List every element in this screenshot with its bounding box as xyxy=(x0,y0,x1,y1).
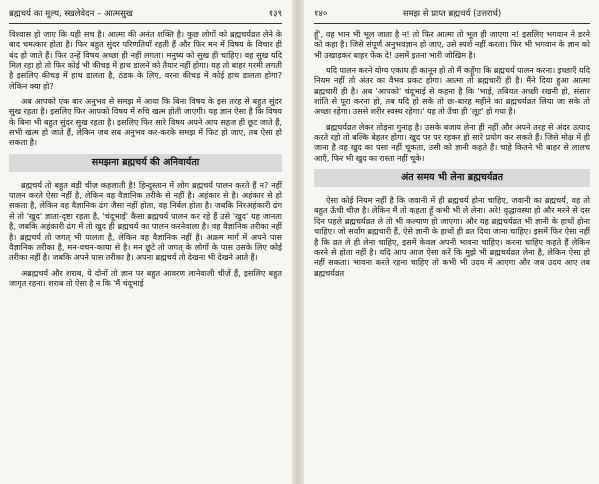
paragraph: अब्रह्मचर्य और शराब, ये दोनों तो ज्ञान पर बहुत आवरण लानेवाली चीज़ें हैं, इसलिए बहुत जागृत रहना। शराब तो ऐसा है न कि 'मैं चंदूभाई xyxy=(9,267,282,288)
right-page xyxy=(304,0,599,484)
header-rule xyxy=(9,23,282,24)
paragraph: हूँ', वह भान भी भूल जाता है न! तो फिर आत्मा तो भूल ही जाएगा न! इसलिए भगवान ने डरने को कहा है। जिसे संपूर्ण अनुभवज्ञान हो जाए, उसे स्पर्श नहीं करता। फिर भी भगवान के ज्ञान को भी उखाड़कर बाहर फेंक दे! उसमें इतना भारी जोखिम है। xyxy=(314,29,590,60)
right-page-header xyxy=(314,8,590,21)
page-number: १३९ xyxy=(268,9,282,19)
left-page-header xyxy=(9,8,282,21)
paragraph: यदि पालन करने योग्य एकाध ही कानून हो तो मैं कहूँगा कि ब्रह्मचर्य पालन करना। इच्छाएँ यदि नियम नहीं तो अंतर का वैभव प्रकट होगा। आत्मा तो ब्रह्मचारी ही है। मैंने दिया हुआ आत्मा ब्रह्मचारी ही है। अब 'आपको' चंदूभाई से कहना है कि 'भाई, तबियत अच्छी रखनी हो, संसार शांति से पूरा करना हो, तब यदि हो सके तो छः-बारह महीने का ब्रह्मचर्यव्रत लिया जा सके तो अच्छा रहेगा। उससे शरीर स्वस्थ रहेगा।' यह तो उँचा ही 'लूट' हो गया है। xyxy=(314,65,590,117)
running-title: समझ से प्राप्त ब्रह्मचर्य (उत्तरार्ध) xyxy=(402,9,502,19)
paragraph: ब्रह्मचर्य तो बहुत बड़ी चीज़ कहलाती है! हिन्दुस्तान में लोग ब्रह्मचर्य पालन करते हैं न? नहीं पालन करते ऐसा नहीं है, लेकिन वह वैज्ञानिक तरीके से नहीं है। अहंकार से है। अहंकार से हो सकता है, लेकिन वह वैज्ञानिक ढंग जैसा नहीं होता, वह निर्बल होता है। जबकि निरअहंकारी ढंग से तो 'खुद' ज्ञाता-दृष्टा रहता है, 'चंदूभाई' कैसा ब्रह्मचर्य पालन कर रहे हैं उसे 'खुद' यह जानता है, जबकि अहंकारी ढंग में तो खुद ही ब्रह्मचर्य का पालन करनेवाला है। वह वैज्ञानिक तरीका नहीं है। ब्रह्मचर्य तो जगत् भी पालता है, लेकिन वह वैज्ञानिक नहीं है। अक्रम मार्ग में अपने पास वैज्ञानिक तरीका है, मन-वचन-काया से है। मन छूटे तो जगत् के लोगों के पास उसके लिए कोई तरीका नहीं है। जबकि अपने पास तरीका है। अपना ब्रह्मचर्य तो देखना भी देखने आते हैं। xyxy=(9,179,282,263)
section-heading: अंत समय भी लेना ब्रह्मचर्यव्रत xyxy=(314,169,590,187)
paragraph: ऐसा कोई नियम नहीं है कि जवानी में ही ब्रह्मचर्य होना चाहिए, जवानी का ब्रह्मचर्य, वह तो बहुत ऊँची चीज़ है। लेकिन मैं तो कहता हूँ कभी भी ले लेना। अरे! वृद्धावस्था हो और मरने से दस दिन पहले ब्रह्मचर्यव्रत ले तो भी कल्याण हो जाएगा। और यह ब्रह्मचर्यव्रत भी ज्ञानी के हाथों होना चाहिए। जो सर्वांग ब्रह्मचारी हैं, ऐसे ज्ञानी के हाथों ही व्रत दिया जाना चाहिए। इसमें फिर ऐसा नहीं है कि व्रत ले ही लेना चाहिए, इसमें केवल अपनी भावना चाहिए। करना चाहिए कहते हैं लेकिन करने से होता नहीं है। यदि आप आज ऐसा करें कि मुझे भी ब्रह्मचर्यव्रत लेना है, लेकिन ऐसा हो नहीं सकता। भावना करते रहना चाहिए तो कभी भी उदय में आएगा और जब उदय आए तब ब्रह्मचर्यव्रत xyxy=(314,195,590,278)
paragraph: ब्रह्मचर्यव्रत लेकर तोड़ना गुनाह है। उसके बजाय लेना ही नहीं और अपने तरह से अंदर उत्पाद करते रहो तो बल्कि बेहतर होगा। खुद पर पर रहकर हो सारे प्रयोग कर सकते हैं। जिसे मोक्ष में ही जाना है वह खुद का पसा नहीं चूकता, उसी को ज्ञानी कहते हैं। चाहे कितने भी बाहर से लालच आएँ, फिर भी खुद का रास्ता नहीं चूके। xyxy=(314,121,590,163)
left-page xyxy=(0,0,292,484)
section-heading: समझना ब्रह्मचर्य की अनिवार्यता xyxy=(9,154,282,172)
paragraph: विश्वास हो जाए कि यही सच है। आत्मा की अनंत शक्ति है। कुछ लोगों को ब्रह्मचर्यव्रत लेने के बाद चमत्कार होता है। फिर बहुत सुंदर परिणतियाँ रहती हैं और फिर मन में विषय के विचार ही बंद हो जाते हैं। फिर उन्हें विषय अच्छा ही नहीं लगता। मनुष्य को सुख ही चाहिए। वह सुख यदि मिल रहा हो तो फिर कोई भी कीचड़ में हाथ डालने को तैयार नहीं होगा। यह तो बाहर गरमी लगती है इसलिए कीचड़ में हाथ डालता है, ठंडक के लिए, वरना कीचड़ में कोई हाथ डालता होगा? लेकिन क्या हो? xyxy=(9,29,282,91)
book-gutter xyxy=(292,0,304,484)
header-rule xyxy=(314,23,590,24)
page-number: १४० xyxy=(314,9,328,19)
running-title: ब्रह्मचर्य का मूल्य, स्खलेवेदन – आत्मसुख xyxy=(9,9,133,19)
paragraph: अब आपको एक बार अनुभव से समझ में आया कि बिना विषय के इस तरह से बहुत सुंदर सुख रहता है। इसलिए फिर आपको विषय में रुचि खत्म होती जाएगी। यह ज्ञान ऐसा है कि विषय के बिना भी बहुत सुंदर सुख रहता है। इसलिए फिर सारे विषय अपने आप सहज ही छूट जाते हैं, सभी खत्म हो जाते हैं, लेकिन जब सब अनुभव कर-करके समझ में फिट हो जाए, तब ऐसा हो सकता है। xyxy=(9,96,282,148)
